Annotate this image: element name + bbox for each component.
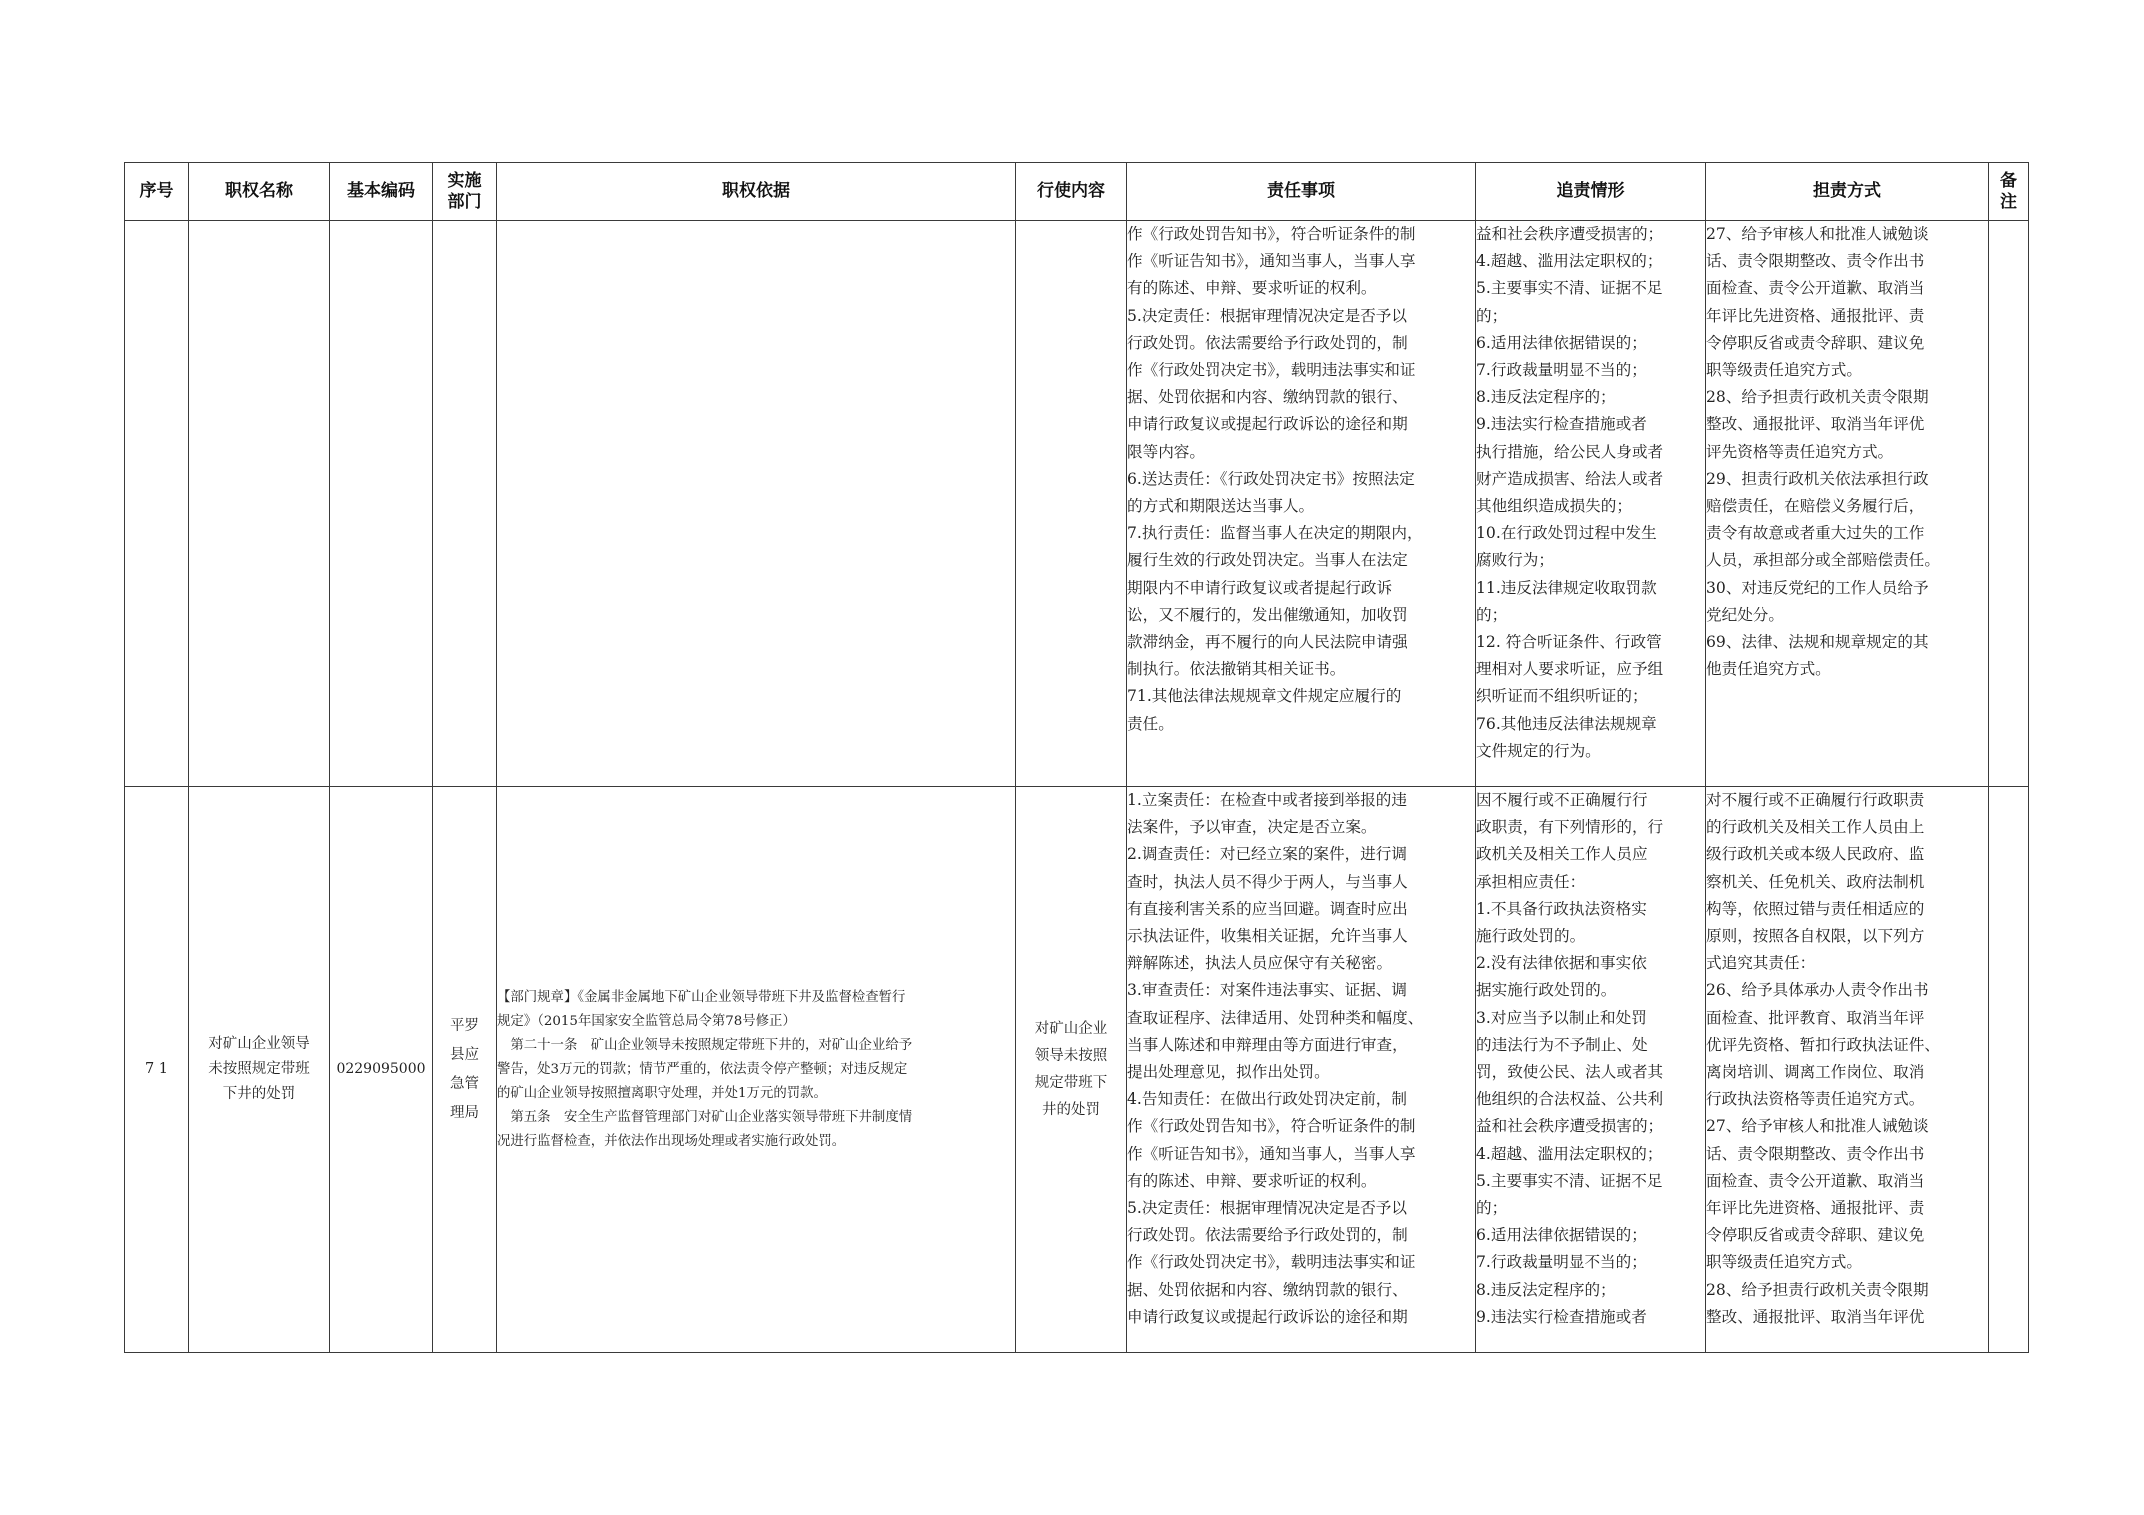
text-line: 5.决定责任：根据审理情况决定是否予以 [1127, 306, 1407, 325]
text-line: 第五条 安全生产监督管理部门对矿山企业落实领导带班下井制度情 [497, 1109, 913, 1125]
cell-danze [1706, 221, 1989, 787]
text-line: 话、责令限期整改、责令作出书 [1706, 1144, 1925, 1163]
header-code: 基本编码 [330, 163, 433, 221]
text-line: 1.立案责任：在检查中或者接到举报的违 [1127, 791, 1407, 809]
text-line: 作《听证告知书》，通知当事人，当事人享 [1127, 252, 1416, 271]
text-line: 6.适用法律依据错误的； [1476, 1226, 1647, 1245]
text-line: 有的陈述、申辩、要求听证的权利。 [1127, 279, 1377, 298]
text-line: 制执行。依法撤销其相关证书。 [1127, 660, 1346, 679]
text-line: 当事人陈述和申辩理由等方面进行审查， [1127, 1035, 1408, 1054]
text-line: 理相对人要求听证，应予组 [1476, 660, 1664, 679]
cell-danze [1706, 787, 1989, 1353]
text-line: 履行生效的行政处罚决定。当事人在法定 [1127, 551, 1408, 570]
text-line: 令停职反省或责令辞职、建议免 [1706, 1226, 1925, 1245]
header-name: 职权名称 [189, 163, 330, 221]
text-line: 4.告知责任：在做出行政处罚决定前，制 [1127, 1090, 1407, 1109]
text-line: 4.超越、滥用法定职权的； [1476, 252, 1663, 271]
text-line: 政职责，有下列情形的，行 [1476, 818, 1664, 837]
text-line: 构等，依照过错与责任相适应的 [1706, 899, 1925, 918]
text-line: 6.适用法律依据错误的； [1476, 333, 1647, 352]
text-line: 8.违反法定程序的； [1476, 1280, 1616, 1299]
text-line: 行政执法资格等责任追究方式。 [1706, 1090, 1925, 1109]
text-line: 款滞纳金，再不履行的向人民法院申请强 [1127, 633, 1408, 652]
text-line: 况进行监督检查，并依法作出现场处理或者实施行政处罚。 [497, 1133, 846, 1149]
text-line: 因不履行或不正确履行行 [1476, 791, 1648, 809]
text-line: 对不履行或不正确履行行政职责 [1706, 791, 1925, 809]
text-line: 评先资格等责任追究方式。 [1706, 442, 1894, 461]
text-line: 优评先资格、暂扣行政执法证件、 [1706, 1035, 1940, 1054]
text-line: 下井的处罚 [222, 1086, 296, 1102]
text-line: 的； [1476, 306, 1508, 325]
text-line: 织听证而不组织听证的； [1476, 687, 1648, 706]
text-line: 其他组织造成损失的； [1476, 497, 1632, 516]
text-line: 政机关及相关工作人员应 [1476, 845, 1648, 864]
text-line: 的行政机关及相关工作人员由上 [1706, 818, 1925, 837]
text-line: 领导未按照 [1034, 1047, 1108, 1064]
cell-zeren [1127, 221, 1476, 787]
text-line: 整改、通报批评、取消当年评优 [1706, 415, 1925, 434]
text-line: 有直接利害关系的应当回避。调查时应出 [1127, 899, 1408, 918]
text-line: 据实施行政处罚的。 [1476, 981, 1617, 1000]
text-line: 69、法律、法规和规章规定的其 [1706, 633, 1929, 652]
text-line: 示执法证件，收集相关证据，允许当事人 [1127, 927, 1408, 946]
cell-remark [1989, 221, 2029, 787]
text-line: 责任。 [1127, 714, 1174, 733]
text-line: 施行政处罚的。 [1476, 927, 1586, 946]
text-line: 辩解陈述，执法人员应保守有关秘密。 [1127, 954, 1393, 973]
text-line: 益和社会秩序遭受损害的； [1476, 1117, 1664, 1136]
cell-zhuize [1476, 221, 1706, 787]
text-line: 人员，承担部分或全部赔偿责任。 [1706, 551, 1940, 570]
text-line: 作《行政处罚告知书》，符合听证条件的制 [1127, 225, 1416, 243]
text-line: 的方式和期限送达当事人。 [1127, 497, 1315, 516]
text-line: 27、给予审核人和批准人诫勉谈 [1706, 1117, 1929, 1136]
text-line: 式追究其责任： [1706, 954, 1816, 973]
text-line: 井的处罚 [1042, 1101, 1100, 1118]
text-line: 26、给予具体承办人责令作出书 [1706, 981, 1929, 1000]
text-line: 的违法行为不予制止、处 [1476, 1035, 1648, 1054]
text-line: 令停职反省或责令辞职、建议免 [1706, 333, 1925, 352]
table-row [125, 221, 2029, 787]
text-line: 3.审查责任：对案件违法事实、证据、调 [1127, 981, 1407, 1000]
cell-dept [433, 221, 497, 787]
text-line: 的； [1476, 605, 1508, 624]
text-line: 第二十一条 矿山企业领导未按照规定带班下井的，对矿山企业给予 [497, 1037, 913, 1053]
text-line: 30、对违反党纪的工作人员给予 [1706, 578, 1929, 597]
text-line: 76.其他违反法律法规规章 [1476, 714, 1657, 733]
table-row [125, 787, 2029, 1353]
text-line: 据、处罚依据和内容、缴纳罚款的银行、 [1127, 1280, 1408, 1299]
text-line: 28、给予担责行政机关责令限期 [1706, 388, 1929, 407]
text-line: 话、责令限期整改、责令作出书 [1706, 252, 1925, 271]
cell-remark [1989, 787, 2029, 1353]
text-line: 县应 [450, 1046, 479, 1063]
text-line: 平罗 [450, 1017, 479, 1034]
text-line: 2.没有法律依据和事实依 [1476, 954, 1647, 973]
text-line: 12. 符合听证条件、行政管 [1476, 633, 1662, 652]
text-line: 10.在行政处罚过程中发生 [1476, 524, 1657, 543]
text-line: 面检查、批评教育、取消当年评 [1706, 1008, 1925, 1027]
text-line: 查时，执法人员不得少于两人，与当事人 [1127, 872, 1408, 891]
text-line: 职等级责任追究方式。 [1706, 361, 1862, 380]
header-basis: 职权依据 [497, 163, 1016, 221]
header-danze: 担责方式 [1706, 163, 1989, 221]
header-zeren: 责任事项 [1127, 163, 1476, 221]
text-line: 察机关、任免机关、政府法制机 [1706, 872, 1925, 891]
cell-content [1016, 221, 1127, 787]
text-line: 赔偿责任，在赔偿义务履行后， [1706, 497, 1925, 516]
text-line: 5.主要事实不清、证据不足 [1476, 1171, 1663, 1190]
text-line: 限等内容。 [1127, 442, 1205, 461]
text-line: 文件规定的行为。 [1476, 741, 1601, 760]
text-line: 警告，处3万元的罚款；情节严重的，依法责令停产整顿；对违反规定 [497, 1061, 908, 1077]
text-line: 的矿山企业领导按照擅离职守处理，并处1万元的罚款。 [497, 1085, 827, 1101]
text-line: 提出处理意见，拟作出处罚。 [1127, 1063, 1330, 1082]
text-line: 财产造成损害、给法人或者 [1476, 469, 1664, 488]
text-line: 5.决定责任：根据审理情况决定是否予以 [1127, 1199, 1407, 1218]
text-line: 对矿山企业 [1034, 1020, 1108, 1037]
cell-code: 0229095000 [330, 787, 433, 1353]
text-line: 法案件，予以审查，决定是否立案。 [1127, 818, 1377, 837]
text-line: 有的陈述、申辩、要求听证的权利。 [1127, 1171, 1377, 1190]
header-xuhao: 序号 [125, 163, 189, 221]
text-line: 29、担责行政机关依法承担行政 [1706, 469, 1929, 488]
cell-zhuize [1476, 787, 1706, 1353]
cell-content [1016, 787, 1127, 1353]
header-zhuize: 追责情形 [1476, 163, 1706, 221]
text-line: 规定》（2015年国家安全监管总局令第78号修正） [497, 1013, 796, 1029]
text-line: 1.不具备行政执法资格实 [1476, 899, 1647, 918]
header-row [125, 163, 2029, 221]
text-line: 离岗培训、调离工作岗位、取消 [1706, 1063, 1925, 1082]
text-line: 腐败行为； [1476, 551, 1554, 570]
cell-xuhao [125, 221, 189, 787]
text-line: 7.行政裁量明显不当的； [1476, 361, 1647, 380]
text-line: 作《行政处罚决定书》，载明违法事实和证 [1127, 1253, 1416, 1272]
text-line: 执行措施，给公民人身或者 [1476, 442, 1664, 461]
text-line: 面检查、责令公开道歉、取消当 [1706, 1171, 1925, 1190]
text-line: 5.主要事实不清、证据不足 [1476, 279, 1663, 298]
text-line: 期限内不申请行政复议或者提起行政诉 [1127, 578, 1393, 597]
text-line: 申请行政复议或提起行政诉讼的途径和期 [1127, 415, 1408, 434]
header-dept: 实施部门 [433, 163, 497, 221]
text-line: 4.超越、滥用法定职权的； [1476, 1144, 1663, 1163]
text-line: 8.违反法定程序的； [1476, 388, 1616, 407]
text-line: 作《行政处罚告知书》，符合听证条件的制 [1127, 1117, 1416, 1136]
text-line: 规定带班下 [1034, 1074, 1108, 1091]
text-line: 作《行政处罚决定书》，载明违法事实和证 [1127, 361, 1416, 380]
cell-name [189, 221, 330, 787]
text-line: 9.违法实行检查措施或者 [1476, 1307, 1647, 1326]
text-line: 理局 [450, 1104, 479, 1121]
text-line: 申请行政复议或提起行政诉讼的途径和期 [1127, 1307, 1408, 1326]
text-line: 承担相应责任： [1476, 872, 1586, 891]
text-line: 他责任追究方式。 [1706, 660, 1831, 679]
text-line: 27、给予审核人和批准人诫勉谈 [1706, 225, 1929, 243]
text-line: 28、给予担责行政机关责令限期 [1706, 1280, 1929, 1299]
text-line: 2.调查责任：对已经立案的案件，进行调 [1127, 845, 1407, 864]
text-line: 罚，致使公民、法人或者其 [1476, 1063, 1664, 1082]
text-line: 原则，按照各自权限，以下列方 [1706, 927, 1925, 946]
text-line: 未按照规定带班 [208, 1061, 310, 1077]
text-line: 6.送达责任：《行政处罚决定书》按照法定 [1127, 469, 1415, 488]
text-line: 级行政机关或本级人民政府、监 [1706, 845, 1925, 864]
cell-dept [433, 787, 497, 1353]
text-line: 讼，又不履行的，发出催缴通知，加收罚 [1127, 605, 1408, 624]
text-line: 行政处罚。依法需要给予行政处罚的，制 [1127, 333, 1408, 352]
text-line: 7.执行责任：监督当事人在决定的期限内， [1127, 524, 1423, 543]
text-line: 作《听证告知书》，通知当事人，当事人享 [1127, 1144, 1416, 1163]
text-line: 的； [1476, 1199, 1508, 1218]
powers-table [124, 162, 2029, 1353]
cell-zeren [1127, 787, 1476, 1353]
cell-basis [497, 787, 1016, 1353]
cell-code [330, 221, 433, 787]
text-line: 年评比先进资格、通报批评、责 [1706, 1199, 1925, 1218]
text-line: 9.违法实行检查措施或者 [1476, 415, 1647, 434]
text-line: 3.对应当予以制止和处罚 [1476, 1008, 1647, 1027]
text-line: 7.行政裁量明显不当的； [1476, 1253, 1647, 1272]
text-line: 面检查、责令公开道歉、取消当 [1706, 279, 1925, 298]
cell-xuhao: 7 1 [125, 787, 189, 1353]
cell-basis [497, 221, 1016, 787]
text-line: 年评比先进资格、通报批评、责 [1706, 306, 1925, 325]
text-line: 对矿山企业领导 [208, 1036, 310, 1052]
text-line: 11.违反法律规定收取罚款 [1476, 578, 1657, 597]
text-line: 责令有故意或者重大过失的工作 [1706, 524, 1925, 543]
text-line: 据、处罚依据和内容、缴纳罚款的银行、 [1127, 388, 1408, 407]
text-line: 行政处罚。依法需要给予行政处罚的，制 [1127, 1226, 1408, 1245]
text-line: 党纪处分。 [1706, 605, 1784, 624]
text-line: 查取证程序、法律适用、处罚种类和幅度、 [1127, 1008, 1424, 1027]
text-line: 益和社会秩序遭受损害的； [1476, 225, 1664, 243]
cell-name [189, 787, 330, 1353]
header-remark: 备注 [1989, 163, 2029, 221]
text-line: 71.其他法律法规规章文件规定应履行的 [1127, 687, 1402, 706]
text-line: 【部门规章】《金属非金属地下矿山企业领导带班下井及监督检查暂行 [497, 989, 906, 1005]
text-line: 急管 [450, 1075, 479, 1092]
text-line: 他组织的合法权益、公共利 [1476, 1090, 1664, 1109]
text-line: 职等级责任追究方式。 [1706, 1253, 1862, 1272]
header-content: 行使内容 [1016, 163, 1127, 221]
text-line: 整改、通报批评、取消当年评优 [1706, 1307, 1925, 1326]
